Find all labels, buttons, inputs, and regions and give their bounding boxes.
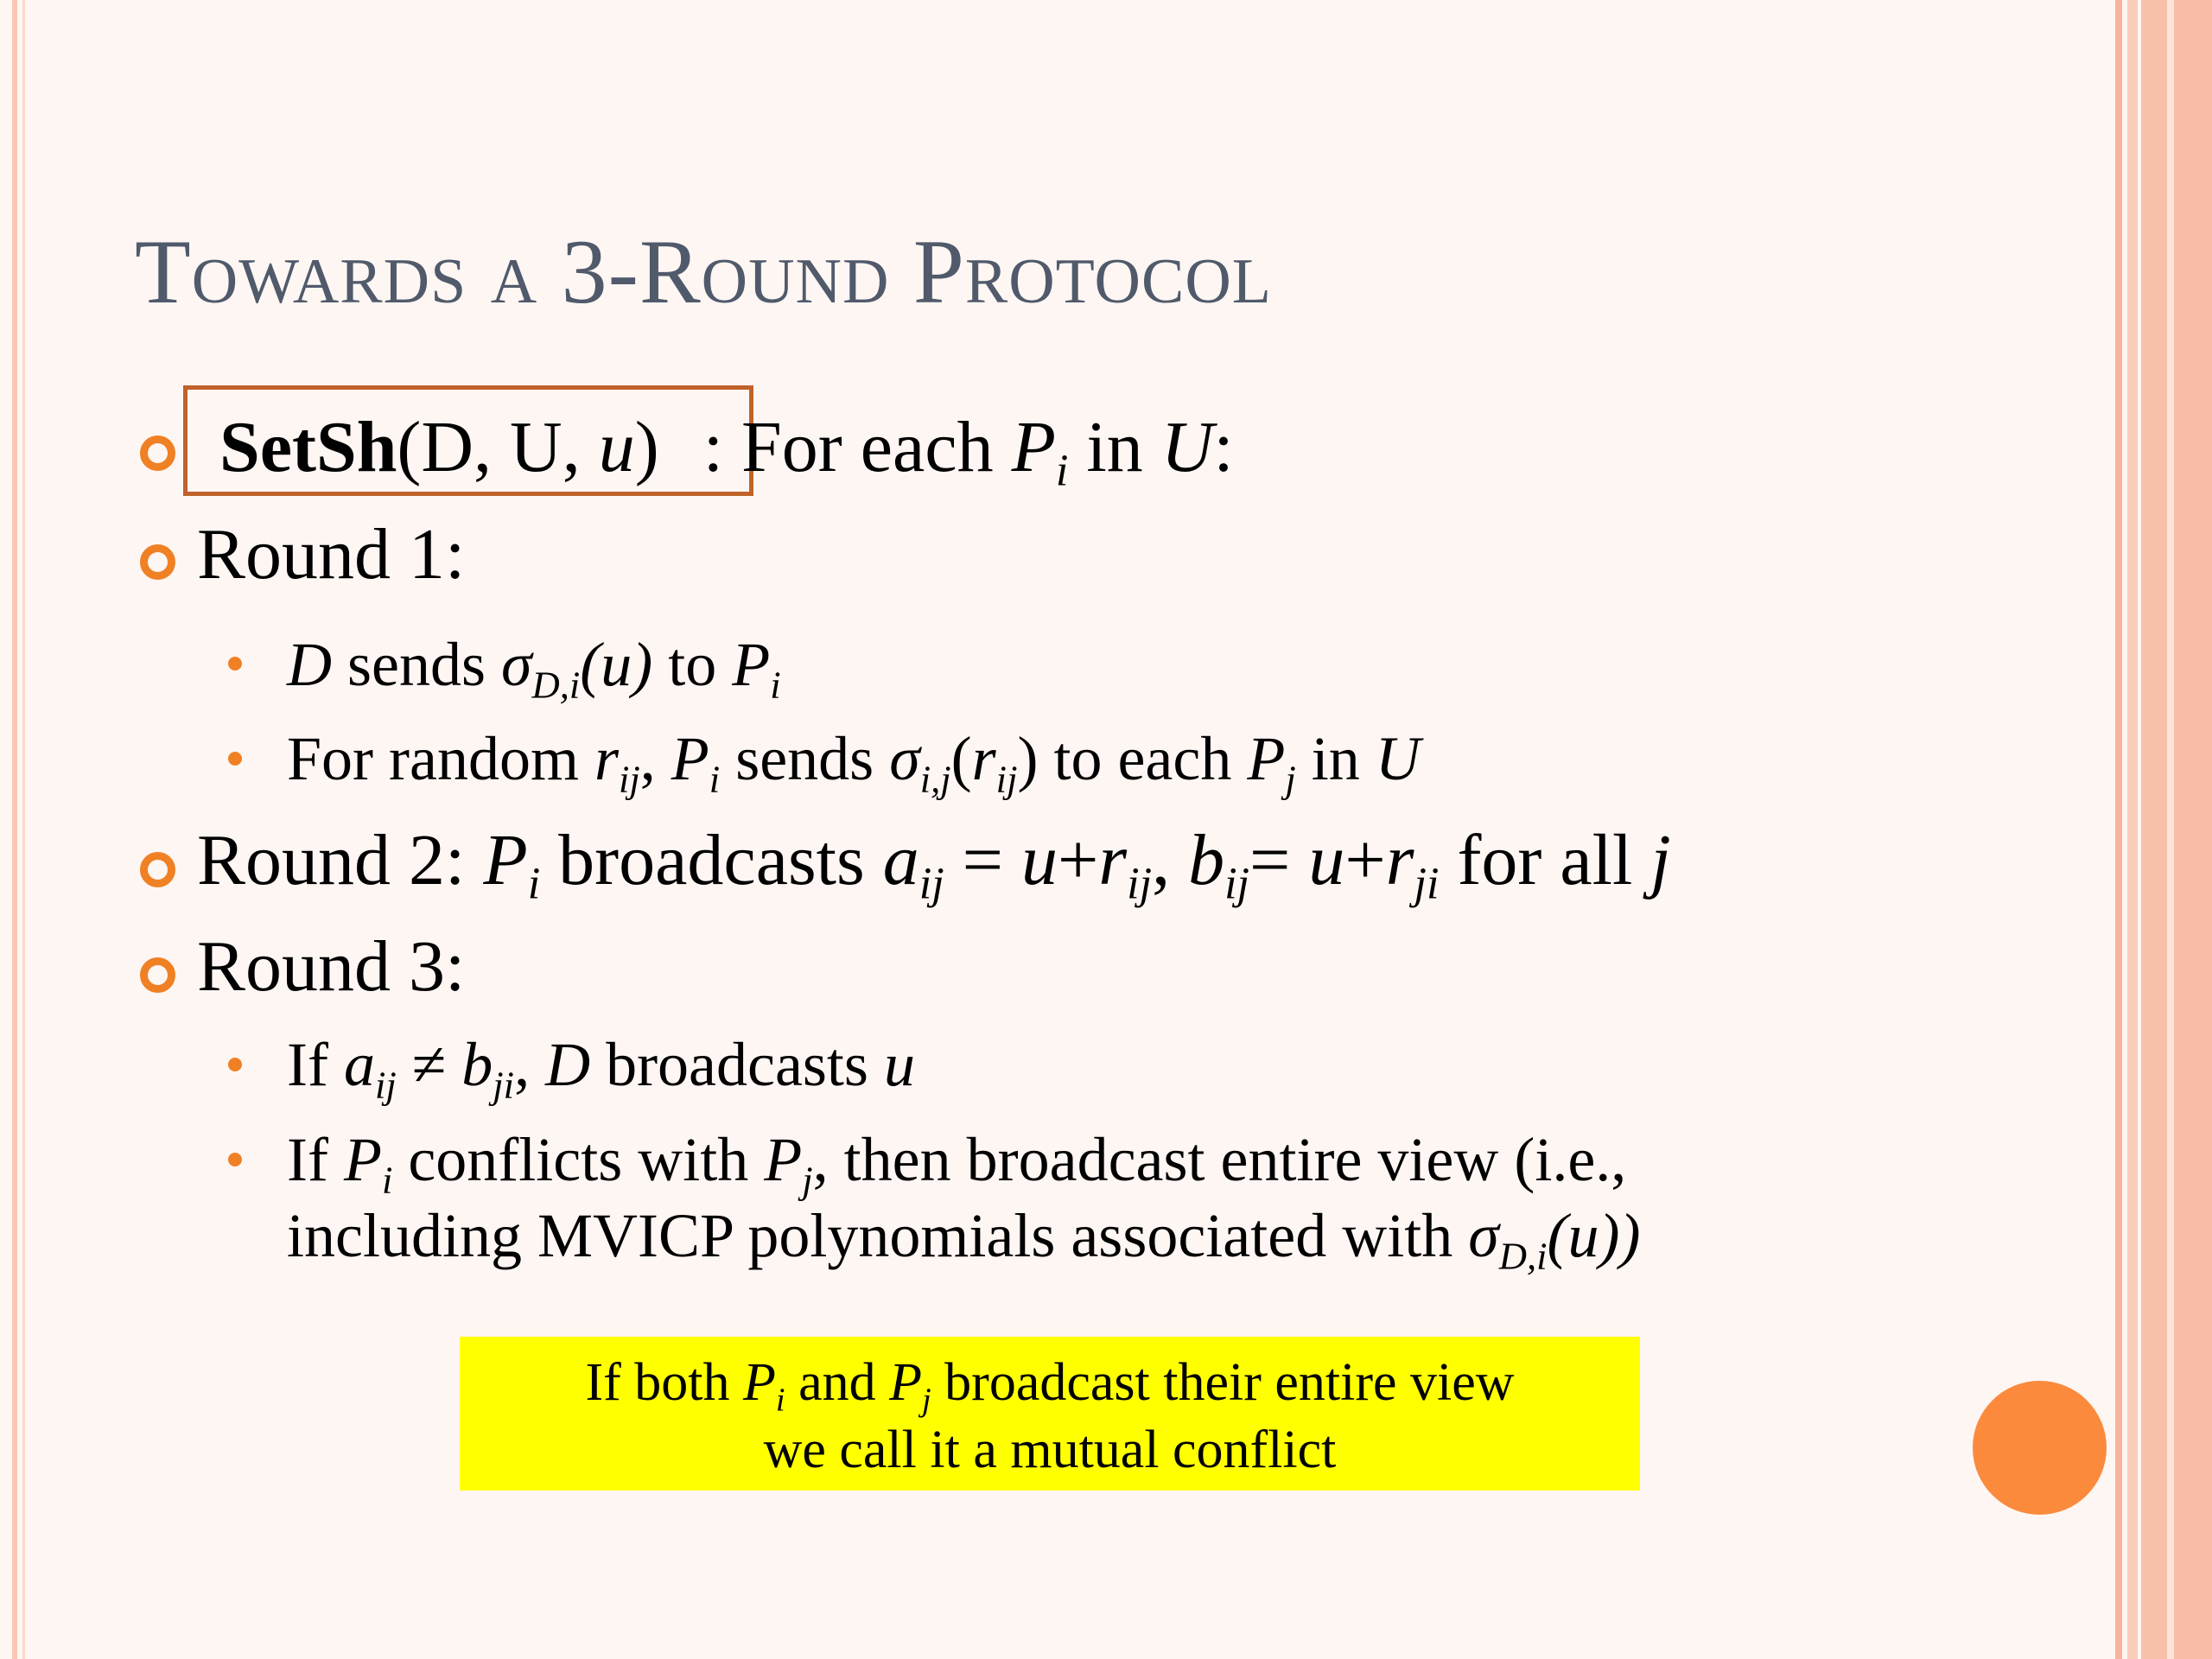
right-frame-band [2127, 0, 2138, 1659]
left-frame-line [12, 0, 17, 1659]
right-frame-band [2167, 0, 2174, 1659]
round1-label: Round 1: [197, 514, 466, 594]
right-frame-band [2141, 0, 2167, 1659]
right-frame-band [2115, 0, 2122, 1659]
setsh-line: SetSh(D, U, u) : For each $P_i$ in U: [219, 407, 1234, 496]
mutual-conflict-note [460, 1337, 1640, 1491]
bullet-dot-icon [228, 752, 242, 766]
bullet-dot-icon [228, 1153, 242, 1166]
round3-bullet2-line2: including MVICP polynomials associated with $\sigma_{D,i}(u)$) [287, 1201, 1641, 1278]
round1-bullet1: D sends $\sigma_{D,i}(u)$ to $P_i$ [287, 630, 781, 707]
round3-bullet2-line1: If $P_i$ conflicts with $P_j$, then broadcast entire view (i.e., [287, 1125, 1627, 1202]
slide-title: Towards a 3-Round Protocol [135, 221, 1272, 322]
note-line1: If both $P_i$ and $P_j$ broadcast their entire view [585, 1353, 1515, 1419]
bullet-ring-icon [140, 852, 175, 887]
round1-bullet2: For random $r_{ij}$, $P_i$ sends $\sigma_{i,j}(r_{ij})$ to each $P_j$ in U [287, 724, 1421, 801]
right-frame-band [2174, 0, 2212, 1659]
bullet-ring-icon [140, 544, 175, 580]
bullet-dot-icon [228, 1058, 242, 1071]
bullet-ring-icon [140, 957, 175, 993]
left-frame-line-thin [22, 0, 25, 1659]
round2-line: Round 2: $P_i$ broadcasts $a_{ij} = u+r_{ij}$, $b_{ij}= u+r_{ji}$ for all j [197, 820, 1671, 909]
bullet-dot-icon [228, 657, 242, 671]
round3-label: Round 3: [197, 926, 466, 1007]
round3-bullet1: If $a_{ij} \ne b_{ji}$, D broadcasts u [287, 1030, 915, 1107]
note-line2: we call it a mutual conflict [763, 1421, 1337, 1479]
decorative-orange-circle [1973, 1381, 2107, 1515]
bullet-ring-icon [140, 435, 175, 471]
